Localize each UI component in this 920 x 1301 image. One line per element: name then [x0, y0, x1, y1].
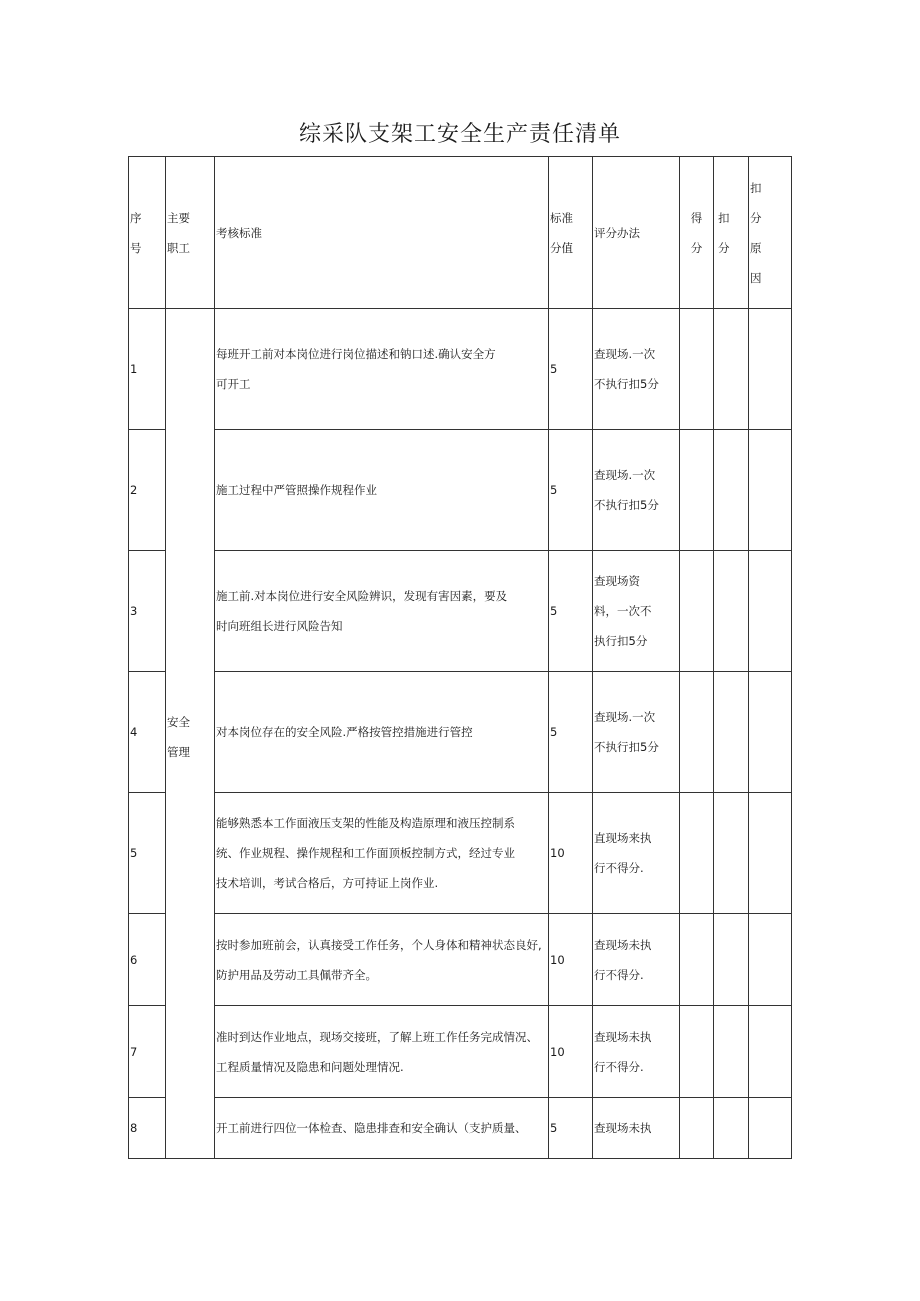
header-score: 标准分值 — [549, 157, 593, 309]
header-standard: 考核标准 — [215, 157, 549, 309]
table-row — [129, 914, 792, 1006]
row-standard: 每班开工前对本岗位进行岗位描述和钠口述.确认安全方可开工 — [216, 347, 496, 391]
page-title: 综采队支架工安全生产责任清单 — [298, 122, 621, 147]
header-deduct: 扣分 — [714, 157, 749, 309]
table-row — [129, 672, 792, 793]
row-no: 2 — [130, 483, 138, 497]
row-no: 7 — [130, 1044, 138, 1059]
row-score: 10 — [550, 1044, 565, 1059]
row-method: 查现场未执 — [594, 1121, 652, 1135]
header-method: 评分办法 — [593, 157, 680, 309]
row-method: 查现场资料，一次不执行扣5分 — [594, 574, 652, 648]
table-row — [129, 793, 792, 914]
table-row — [129, 309, 792, 430]
table-row — [129, 551, 792, 672]
row-no: 4 — [130, 725, 138, 739]
table-header-row — [129, 157, 792, 309]
row-score: 5 — [550, 483, 558, 497]
table-row — [129, 430, 792, 551]
row-standard: 能够熟悉本工作面液压支架的性能及构造原理和液压控制系统、作业规程、操作规程和工作面顶板控制方式，经过专业技术培训，考试合格后，方可持证上岗作业. — [216, 816, 515, 890]
row-score: 10 — [550, 846, 565, 860]
category-cell — [166, 309, 215, 1159]
row-method: 查现场未执行不得分. — [594, 1029, 652, 1074]
header-no: 序号 — [129, 157, 166, 309]
row-standard: 施工前.对本岗位进行安全风险辨识，发现有害因素，要及时向班组长进行风险告知 — [216, 589, 508, 633]
header-got: 得分 — [680, 157, 714, 309]
table-row — [129, 1006, 792, 1098]
row-method: 查现场.一次不执行扣5分 — [594, 468, 659, 512]
table-row — [129, 1098, 792, 1159]
category-label: 安全管理 — [167, 715, 190, 759]
row-method: 直现场来执行不得分. — [594, 831, 652, 875]
header-duty: 主要职工 — [166, 157, 215, 309]
row-standard: 对本岗位存在的安全风险.严格按管控措施进行管控 — [216, 725, 473, 739]
row-no: 1 — [130, 362, 138, 376]
header-reason: 扣分原因 — [749, 157, 792, 309]
row-score: 5 — [550, 725, 558, 739]
row-standard: 施工过程中严管照操作规程作业 — [216, 483, 377, 497]
row-method: 查现场.一次不执行扣5分 — [594, 710, 659, 754]
row-score: 10 — [550, 952, 565, 967]
row-no: 6 — [130, 952, 138, 967]
row-standard: 开工前进行四位一体检查、隐患排查和安全确认（支护质量、 — [216, 1121, 527, 1135]
row-no: 5 — [130, 846, 138, 860]
row-no: 3 — [130, 604, 138, 618]
row-score: 5 — [550, 362, 558, 376]
row-standard: 准时到达作业地点，现场交接班，了解上班工作任务完成情况、工程质量情况及隐患和问题处理情况. — [216, 1029, 538, 1074]
row-score: 5 — [550, 604, 558, 618]
row-method: 查现场未执行不得分. — [594, 937, 652, 982]
row-method: 查现场.一次不执行扣5分 — [594, 347, 659, 391]
row-no: 8 — [130, 1121, 138, 1135]
responsibility-table — [128, 156, 792, 1159]
row-score: 5 — [550, 1121, 558, 1135]
row-standard: 按时参加班前会，认真接受工作任务，个人身体和精神状态良好,防护用品及劳动工具佩带齐全。 — [216, 937, 542, 982]
